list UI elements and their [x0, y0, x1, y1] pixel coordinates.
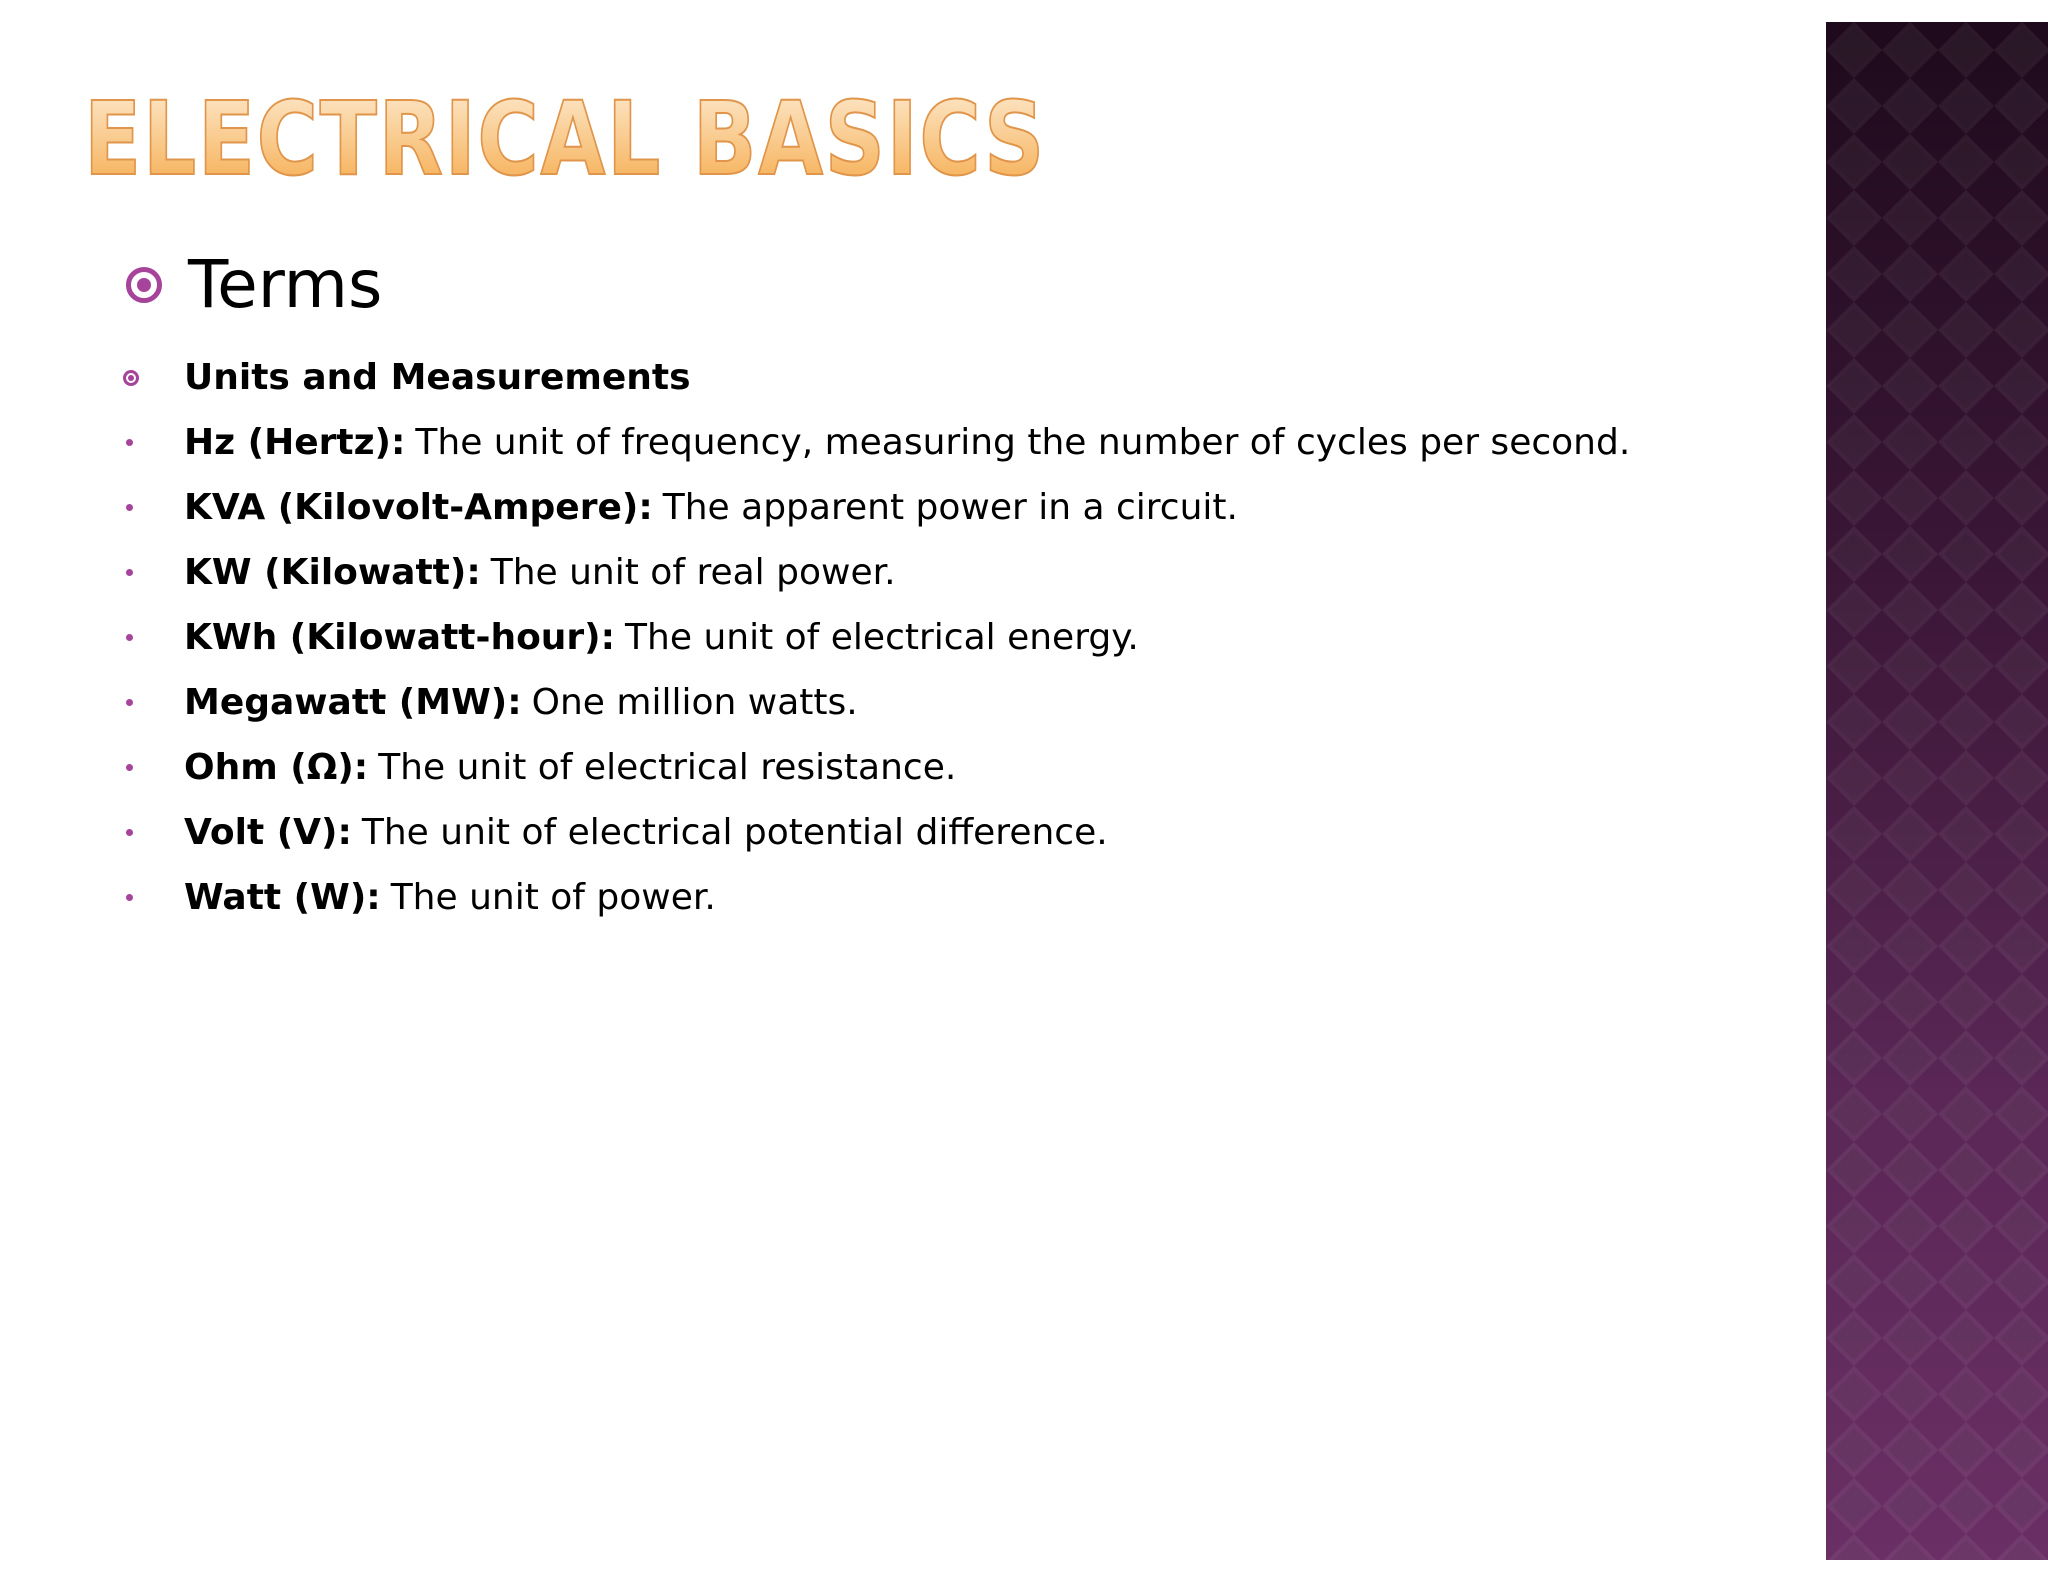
slide-title	[82, 78, 1062, 199]
list-item	[120, 735, 1630, 800]
slide-title-text: ELECTRICAL BASICS	[84, 80, 1046, 199]
slide-title-graphic	[82, 78, 1062, 199]
item-definition: The apparent power in a circuit.	[662, 487, 1238, 528]
list-item	[120, 800, 1630, 865]
list-item	[120, 670, 1630, 735]
item-definition: The unit of frequency, measuring the number of cycles per second.	[415, 422, 1631, 463]
item-definition: The unit of electrical resistance.	[378, 747, 957, 788]
item-definition: The unit of electrical potential difference.	[361, 812, 1108, 853]
dot-bullet-icon	[126, 439, 133, 446]
item-term: Ohm (Ω):	[184, 747, 369, 788]
list-item	[120, 410, 1630, 475]
dot-bullet-icon	[126, 894, 133, 901]
terms-list	[120, 345, 1630, 930]
level1-bullet-row	[120, 240, 382, 330]
diamond-pattern	[1826, 22, 2048, 1560]
item-definition: The unit of real power.	[490, 552, 896, 593]
item-term: Hz (Hertz):	[184, 422, 406, 463]
item-term: KWh (Kilowatt-hour):	[184, 617, 616, 658]
item-definition: The unit of electrical energy.	[625, 617, 1139, 658]
dot-bullet-icon	[126, 504, 133, 511]
list-item	[120, 475, 1630, 540]
item-term: KW (Kilowatt):	[184, 552, 481, 593]
dot-bullet-icon	[126, 699, 133, 706]
dot-bullet-icon	[126, 764, 133, 771]
subheading-units: Units and Measurements	[184, 357, 691, 398]
list-item	[120, 605, 1630, 670]
item-term: Watt (W):	[184, 877, 381, 918]
dot-bullet-icon	[126, 569, 133, 576]
heading-terms: Terms	[188, 246, 383, 323]
item-term: Volt (V):	[184, 812, 352, 853]
list-item	[120, 540, 1630, 605]
item-definition: One million watts.	[531, 682, 858, 723]
item-term: KVA (Kilovolt-Ampere):	[184, 487, 653, 528]
dot-bullet-icon	[126, 829, 133, 836]
item-term: Megawatt (MW):	[184, 682, 522, 723]
list-item	[120, 865, 1630, 930]
ring-bullet-icon	[123, 370, 139, 386]
ring-bullet-icon	[126, 267, 162, 303]
item-definition: The unit of power.	[390, 877, 716, 918]
decorative-side-band	[1826, 22, 2048, 1560]
dot-bullet-icon	[126, 634, 133, 641]
subheading-row	[120, 345, 1630, 410]
